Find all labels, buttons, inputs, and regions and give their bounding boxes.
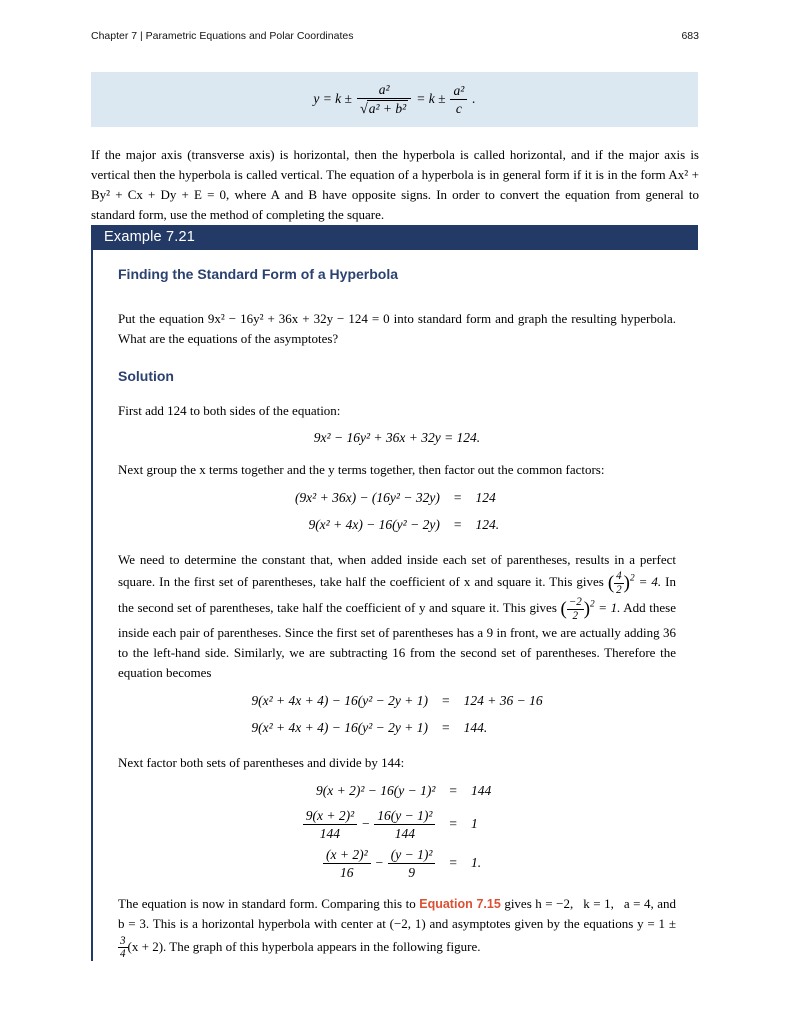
numerator: a² (378, 82, 390, 98)
open-paren: ( (607, 572, 615, 594)
step-text-3 (118, 550, 676, 683)
step-text-2: Next group the x terms together and the y terms together, then factor out the common factors: (118, 461, 605, 477)
equation-lhs: (9x² + 36x) − (16y² − 32y) (294, 489, 440, 505)
equation-relation: = (453, 516, 462, 532)
sqrt-sign: √ (359, 100, 368, 117)
minus-sign: − (361, 815, 371, 831)
formula-pre: y = k ± (313, 91, 352, 107)
inline-result: = 4. (638, 574, 662, 590)
page-header (91, 28, 699, 44)
close-paren: ) (583, 598, 591, 620)
step-text-1: First add 124 to both sides of the equation: (118, 402, 341, 418)
equation-group-1 (295, 485, 499, 539)
equation-rhs: 1 (471, 816, 478, 832)
denominator: 2 (616, 583, 622, 596)
step3-text-c: Add these inside each pair of parentheses. Since the first set of parentheses has a 9 in front, we are actually adding 36 to the left-hand side. Similarly, we are subtracting 16 from the second set of parentheses. Therefore the equation becomes (118, 600, 676, 680)
minus-sign: − (374, 854, 384, 870)
exponent: 2 (590, 600, 595, 611)
denominator: 16 (323, 863, 371, 881)
example-banner (91, 225, 698, 250)
fraction (374, 808, 435, 841)
equation-rhs: 144 (471, 783, 492, 799)
equation-lhs (303, 805, 436, 844)
highlighted-formula-box (91, 72, 698, 127)
equation-row (295, 485, 499, 512)
formula-fraction-2 (450, 83, 467, 116)
equation-rhs: 124. (475, 516, 500, 532)
formula-post: . (472, 91, 476, 107)
equation-7-15-link[interactable]: Equation 7.15 (419, 897, 501, 912)
page-number: 683 (681, 30, 699, 42)
equation-relation: = (449, 855, 458, 871)
equation-relation: = (453, 489, 462, 505)
denominator: 4 (120, 948, 126, 961)
fraction (567, 596, 584, 622)
intro-paragraph: If the major axis (transverse axis) is horizontal, then the hyperbola is called horizontal, and if the major axis is vertical then the hyperbola is called vertical. The equation of a hyperbola is in general form if it is in the form Ax² + By² + Cx + Dy + E = 0, where A and B have opposite signs. In order to convert the equation from general to standard form, use the method of completing the square. (91, 147, 699, 223)
conclusion-paragraph (118, 894, 676, 961)
equation-row (303, 778, 492, 805)
equation-row (295, 512, 499, 539)
formula-fraction-1 (357, 82, 411, 117)
solution-heading: Solution (118, 367, 174, 384)
numerator: 3 (120, 934, 126, 947)
problem-statement: Put the equation 9x² − 16y² + 36x + 32y − 124 = 0 into standard form and graph the resulting hyperbola. What are the equations of the asymptotes? (118, 310, 676, 346)
conclusion-text-b: gives h = −2, k = 1, a = 4, and b = 3. This is a horizontal hyperbola with center at (−2, 1) and asymptotes given by the equations y = 1 ± (118, 896, 677, 932)
numerator: 16(y − 1)² (377, 807, 433, 823)
equation-row (251, 688, 542, 715)
denominator: 2 (567, 609, 584, 623)
equation-lhs (303, 844, 436, 883)
fraction (303, 808, 357, 841)
equation-lhs: 9(x + 2)² − 16(y − 1)² (316, 783, 436, 799)
close-paren: ) (623, 572, 630, 594)
inline-result: = 1. (598, 600, 621, 616)
denominator: 9 (388, 863, 436, 881)
example-body (91, 250, 698, 961)
display-equation-1: 9x² − 16y² + 36x + 32y = 124. (313, 429, 481, 445)
fraction (614, 570, 624, 596)
equation-relation: = (449, 783, 458, 799)
fraction (388, 847, 436, 880)
example-banner-label: Example 7.21 (104, 229, 196, 246)
step3-text-b: In the second set of parentheses, take half the coefficient of y and square it. This gives (118, 574, 676, 616)
open-paren: ( (560, 598, 567, 620)
equation-relation: = (442, 720, 450, 735)
denominator: 144 (374, 824, 435, 842)
equation-lhs: 9(x² + 4x + 4) − 16(y² − 2y + 1) (251, 720, 428, 735)
equation-relation: = (442, 693, 450, 709)
equation-rhs: 124 + 36 − 16 (463, 693, 543, 709)
inline-fraction-squared-2 (560, 596, 621, 622)
numerator: (x + 2)² (325, 847, 368, 863)
denominator (357, 98, 411, 117)
numerator: a² (453, 82, 465, 98)
equation-row (303, 805, 492, 844)
equation-group-2 (251, 688, 542, 742)
numerator: (y − 1)² (390, 847, 433, 863)
numerator: 4 (616, 569, 622, 582)
equation-rhs: 1. (471, 855, 482, 871)
equation-rhs: 124 (475, 489, 496, 505)
fraction (323, 847, 371, 880)
denominator: c (450, 99, 467, 117)
equation-row (303, 844, 492, 883)
step3-text-a: We need to determine the constant that, when added inside each set of parentheses, results in a perfect square. In the first set of parentheses, take half the coefficient of x and square it. This gives (118, 551, 676, 590)
formula-mid: = k ± (416, 91, 446, 107)
conclusion-text-a: The equation is now in standard form. Comparing this to (118, 896, 416, 912)
equation-relation: = (449, 816, 458, 832)
step-text-4: Next factor both sets of parentheses and divide by 144: (118, 754, 405, 770)
numerator: −2 (568, 596, 582, 609)
fraction (118, 935, 128, 961)
numerator: 9(x + 2)² (305, 807, 355, 823)
running-head: Chapter 7 | Parametric Equations and Polar Coordinates (91, 30, 354, 42)
exponent: 2 (629, 573, 635, 584)
example-section (91, 225, 698, 965)
equation-group-3 (303, 778, 492, 883)
equation-lhs: 9(x² + 4x + 4) − 16(y² − 2y + 1) (251, 693, 428, 709)
inline-fraction-squared-1 (607, 569, 662, 596)
radicand: a² + b² (368, 100, 407, 116)
equation-row (251, 715, 542, 742)
conclusion-text-c: (x + 2). The graph of this hyperbola appears in the following figure. (127, 938, 481, 954)
denominator: 144 (303, 824, 357, 842)
equation-lhs: 9(x² + 4x) − 16(y² − 2y) (308, 516, 440, 532)
equation-rhs: 144. (463, 720, 488, 735)
example-title: Finding the Standard Form of a Hyperbola (118, 266, 399, 282)
